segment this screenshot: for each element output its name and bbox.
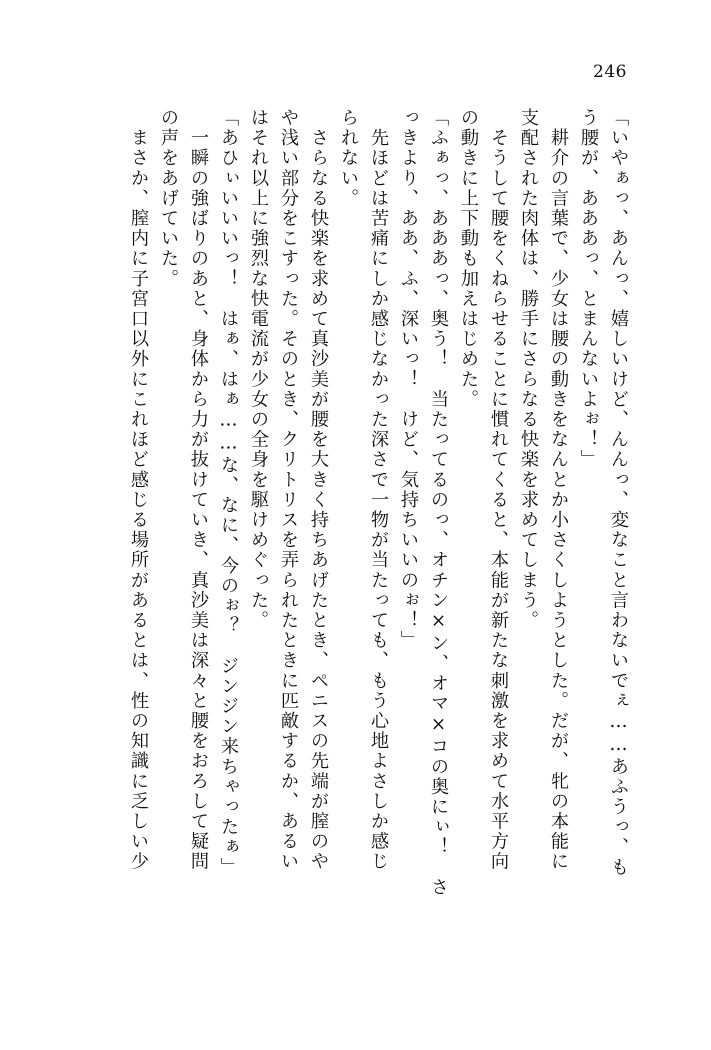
text-line: 耕介の言葉で、少女は腰の動きをなんとか小さくしようとした。だが、牝の本能に [548,108,569,872]
page-number: 246 [593,62,627,82]
text-line: 支配された肉体は、勝手にさらなる快楽を求めてしまう。 [518,108,539,631]
text-line: 「あひぃいいいっ！ はぁ、はぁ……な、なに、今のぉ？ ジンジン来ちゃったぁ」 [218,108,239,878]
text-line: はそれ以上に強烈な快電流が少女の全身を駆けめぐった。 [248,108,269,631]
text-line: 「いやぁっ、あんっ、嬉しいけど、んんっ、変なこと言わないでぇ……あふうっ、も [608,108,629,878]
text-line-with-ruby: や浅い部分をこすった。そのとき、クリトリスを弄られたときに匹敵するか、あるい [278,108,299,872]
text-line: さらなる快楽を求めて真沙美が腰を大きく持ちあげたとき、ペニスの先端が膣のや [308,108,329,872]
text-line: 一瞬の強ばりのあと、身体から力が抜けていき、真沙美は深々と腰をおろして疑問 [188,108,209,872]
text-line: の動きに上下動も加えはじめた。 [458,108,479,410]
text-line: られない。 [338,108,359,209]
text-line: 「ふぁっ、あああっ、奥う！ 当たってるのっ、オチン×ン、オマ×コの奥にぃ！ さ [428,108,449,898]
text-line: まさか、膣内に子宮口以外にこれほど感じる場所があるとは、性の知識に乏しい少 [128,108,149,872]
text-line: そうして腰をくねらせることに慣れてくると、本能が新たな刺激を求めて水平方向 [488,108,509,872]
text-line: っきより、ああ、ふ、深いっ！ けど、気持ちいいのぉ！」 [398,108,419,651]
text-line: う腰が、あああっ、とまんないよぉ！」 [578,108,599,470]
vertical-text-block [96,108,633,992]
text-line: の声をあげていた。 [158,108,179,289]
text-line: 先ほどは苦痛にしか感じなかった深さで一物が当たっても、もう心地よさしか感じ [368,108,389,872]
